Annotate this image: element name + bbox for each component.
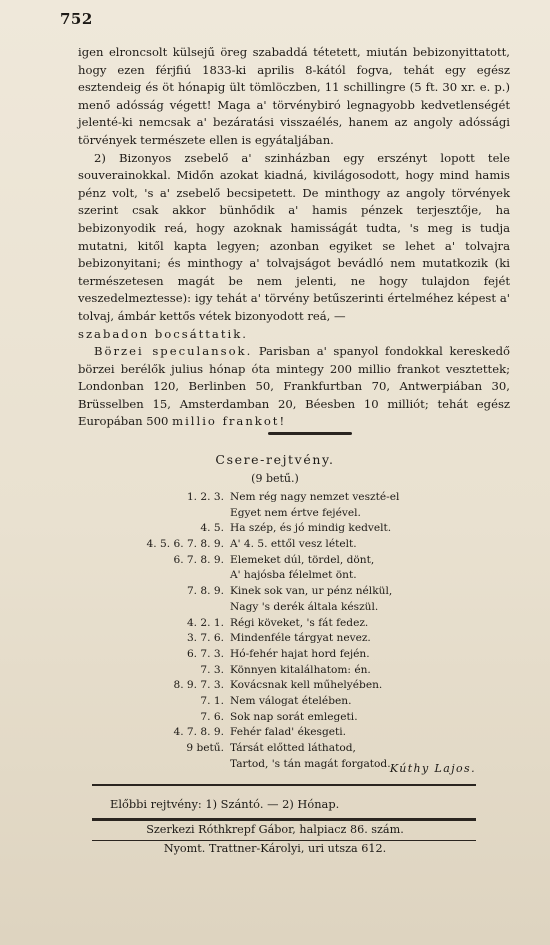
paragraph-speculators (78, 343, 510, 431)
puzzle-line-text: Nem válogat ételében. (230, 694, 352, 707)
puzzle-line-number: 7. 1. (200, 694, 224, 707)
puzzle-line (0, 710, 550, 726)
puzzle-line-text: Kinek sok van, ur pénz nélkül, (230, 585, 393, 598)
puzzle-line-number: 4. 2. 1. (186, 616, 224, 629)
puzzle-line-number: 6. 7. 3. (186, 647, 224, 660)
footer-rule-middle (92, 818, 476, 821)
puzzle-line-number: 7. 3. (200, 663, 224, 676)
puzzle-line (0, 741, 550, 757)
page-number: 752 (60, 10, 93, 28)
puzzle-line (0, 537, 550, 553)
puzzle-line (0, 506, 550, 522)
puzzle-line-text: A' 4. 5. ettől vesz lételt. (230, 538, 357, 551)
puzzle-line-text: Nem rég nagy nemzet veszté-el (230, 491, 400, 503)
puzzle-line (0, 694, 550, 710)
puzzle-line-text: Könnyen kitalálhatom: én. (230, 663, 371, 676)
puzzle-line-number: 8. 9. 7. 3. (173, 679, 224, 692)
puzzle-line-text: Egyet nem értve fejével. (230, 506, 361, 519)
speculators-heading: Börzei speculansok. (94, 344, 253, 359)
puzzle-line-text: Elemeket dúl, tördel, dönt, (230, 553, 375, 566)
puzzle-line-text: A' hajósba félelmet önt. (230, 569, 357, 582)
article-body (78, 44, 510, 431)
puzzle-line (0, 631, 550, 647)
puzzle-line (0, 663, 550, 679)
puzzle-line-text: Tartod, 's tán magát forgatod. (230, 757, 391, 770)
puzzle-line-number: 4. 5. (200, 522, 224, 535)
puzzle-line-text: Kovácsnak kell műhelyében. (230, 679, 383, 692)
puzzle-line-text: Fehér falad' ékesgeti. (230, 726, 347, 739)
puzzle-line (0, 616, 550, 632)
speculators-text: Parisban a' spanyol fondokkal kereskedő börzei berélők julius hónap óta mintegy 200 millio frankot vesztettek; Londonban 120, Berlinben 50, Frankfurtban 70, Antwerpiában 30, Brüsselben 15, Amsterdamban 20, Béesben 10 milliót; tehát egész Europában 500 (78, 344, 510, 429)
puzzle-title: Csere-rejtvény. (215, 452, 335, 467)
puzzle-line-number: 4. 7. 8. 9. (173, 726, 224, 739)
editor-line: Szerkezi Róthkrepf Gábor, halpiacz 86. szám. (146, 823, 404, 836)
paragraph-released: szabadon bocsáttatik. (78, 326, 248, 341)
puzzle-line (0, 521, 550, 537)
puzzle-line-number: 7. 6. (200, 710, 224, 723)
puzzle-line-text: Sok nap sorát emlegeti. (230, 710, 358, 723)
puzzle-line-number: 6. 7. 8. 9. (173, 553, 224, 566)
puzzle-line-text: Hó-fehér hajat hord fején. (230, 647, 370, 660)
puzzle-lines (0, 490, 550, 772)
footer-rule-top (92, 784, 476, 786)
puzzle-line (0, 725, 550, 741)
paragraph-pickpocket-case: 2) Bizonyos zsebelő a' szinházban egy erszényt lopott tele souverainokkal. Midőn azokat kiadná, kivilágosodott, hogy mind hamis pénz volt, 's a' zsebelő becsipetett. De minthogy az angoly törvények szerint csak akkor bünhődik a' hamis pénzek terjesztője, ha bebizonyodik reá, hogy azoknak hamisságát tudta, 's meg is tudja mutatni, kitől kapta legyen; azonban egyiket se lehet a' tolvajra bebizonyitani; és minthogy a' tolvajságot bevádló nem mutatkozik (ki természetesen magát be nem jelenti, ne hogy tulajdon fejét veszedelmeztesse): igy tehát a' törvény betűszerinti értelméhez képest a' tolvaj, ámbár kettős vétek bizonyodott reá, — (78, 150, 510, 323)
puzzle-line-text: Társát előtted láthatod, (230, 742, 356, 754)
section-divider (268, 432, 352, 435)
puzzle-line (0, 584, 550, 600)
puzzle-line-number: 7. 8. 9. (186, 585, 224, 598)
puzzle-line-number: 9 betű. (186, 742, 224, 754)
puzzle-line (0, 553, 550, 569)
speculators-emphasis: millio frankot! (172, 414, 287, 429)
puzzle-line-number: 3. 7. 6. (186, 632, 224, 645)
footer-rule-bottom (92, 840, 476, 841)
puzzle-signature: Kúthy Lajos. (389, 762, 476, 775)
puzzle-line (0, 600, 550, 616)
puzzle-subtitle: (9 betű.) (251, 472, 299, 485)
puzzle-line-text: Ha szép, és jó mindig kedvelt. (230, 522, 392, 535)
puzzle-line-number: 4. 5. 6. 7. 8. 9. (146, 538, 224, 551)
puzzle-line-number: 1. 2. 3. (186, 491, 224, 503)
paragraph-debt-case: igen elroncsolt külsejű öreg szabaddá tétetett, miután bebizonyittatott, hogy ezen férjfiú 1833-ki aprilis 8-kától fogva, tehát egy egész esztendeig és öt hónapig ült tömlöczben, 11 schillingre (5 ft. 30 xr. e. p.) menő adósság végett! Maga a' törvénybiró legnagyobb kedvetlenségét jelenté-ki nemcsak a' bezáratási visszaélés, hanem az angoly adóssági törvények természete ellen is egyátaljában. (78, 45, 510, 147)
puzzle-line (0, 647, 550, 663)
previous-puzzle-answer: Előbbi rejtvény: 1) Szántó. — 2) Hónap. (110, 797, 340, 811)
puzzle-line (0, 678, 550, 694)
puzzle-line (0, 568, 550, 584)
printer-line: Nyomt. Trattner-Károlyi, uri utsza 612. (163, 842, 387, 855)
puzzle-line-text: Mindenféle tárgyat nevez. (230, 632, 371, 645)
puzzle-line (0, 490, 550, 506)
puzzle-line-text: Nagy 's derék általa készül. (230, 600, 379, 613)
puzzle-line-text: Régi köveket, 's fát fedez. (230, 616, 369, 629)
